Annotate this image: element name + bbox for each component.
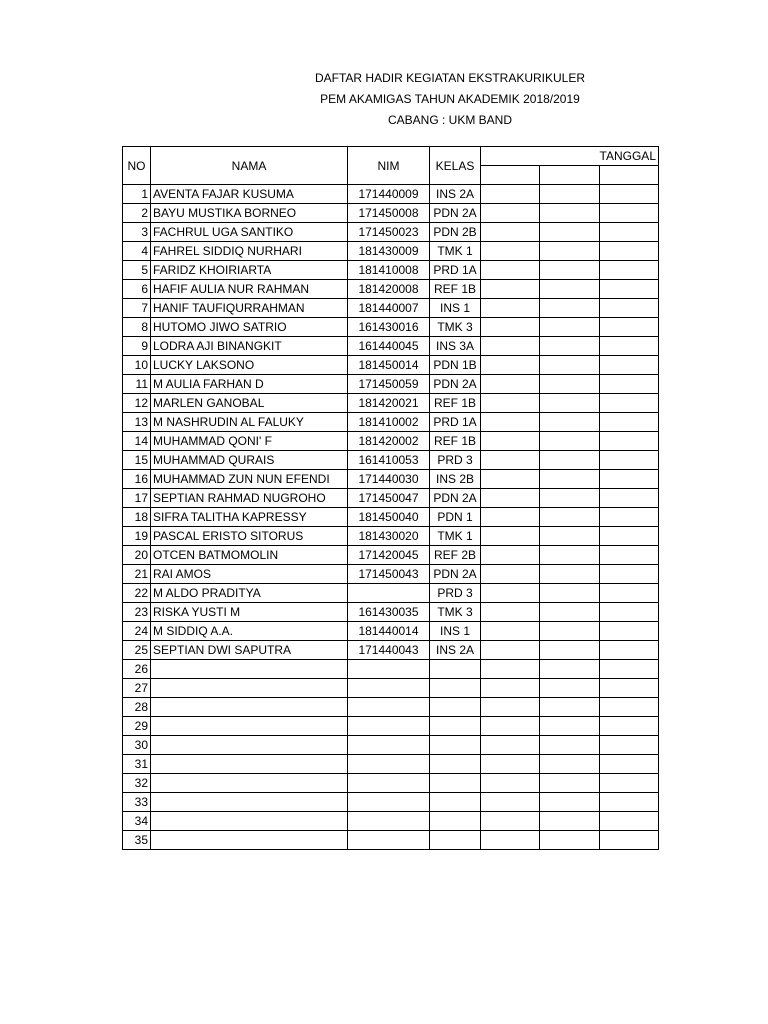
row-nim	[348, 793, 430, 812]
row-no: 4	[123, 242, 151, 261]
row-nama	[151, 774, 348, 793]
table-row	[123, 375, 659, 394]
row-nim: 171450023	[348, 223, 430, 242]
attendance-cell	[600, 584, 659, 603]
attendance-cell	[600, 337, 659, 356]
row-kelas	[430, 755, 481, 774]
table-row	[123, 223, 659, 242]
row-kelas: TMK 1	[430, 242, 481, 261]
attendance-cell	[481, 774, 540, 793]
attendance-cell	[481, 223, 540, 242]
row-no: 16	[123, 470, 151, 489]
row-kelas	[430, 736, 481, 755]
table-row	[123, 356, 659, 375]
row-nama: M NASHRUDIN AL FALUKY	[151, 413, 348, 432]
row-nama: LUCKY LAKSONO	[151, 356, 348, 375]
attendance-cell	[600, 299, 659, 318]
table-row	[123, 736, 659, 755]
attendance-cell	[481, 546, 540, 565]
title-line-1: DAFTAR HADIR KEGIATAN EKSTRAKURIKULER	[314, 71, 586, 85]
date-cell-1	[481, 166, 540, 185]
row-nim	[348, 831, 430, 850]
attendance-cell	[540, 546, 600, 565]
row-nim: 171440030	[348, 470, 430, 489]
attendance-cell	[600, 223, 659, 242]
attendance-cell	[540, 698, 600, 717]
row-kelas: INS 1	[430, 622, 481, 641]
row-no: 8	[123, 318, 151, 337]
attendance-cell	[600, 508, 659, 527]
row-kelas: TMK 1	[430, 527, 481, 546]
row-nim	[348, 755, 430, 774]
row-nim: 171450043	[348, 565, 430, 584]
attendance-cell	[481, 793, 540, 812]
attendance-cell	[600, 261, 659, 280]
attendance-cell	[600, 622, 659, 641]
table-row	[123, 565, 659, 584]
attendance-cell	[481, 299, 540, 318]
row-nim: 181410002	[348, 413, 430, 432]
attendance-cell	[540, 261, 600, 280]
row-nama: PASCAL ERISTO SITORUS	[151, 527, 348, 546]
attendance-cell	[481, 679, 540, 698]
table-row	[123, 812, 659, 831]
row-no: 20	[123, 546, 151, 565]
attendance-cell	[540, 280, 600, 299]
row-nama: MUHAMMAD QONI' F	[151, 432, 348, 451]
row-nama: SEPTIAN RAHMAD NUGROHO	[151, 489, 348, 508]
row-no: 9	[123, 337, 151, 356]
attendance-cell	[481, 622, 540, 641]
row-nim: 161410053	[348, 451, 430, 470]
row-nim	[348, 717, 430, 736]
row-nim: 171440009	[348, 185, 430, 204]
row-kelas: INS 2B	[430, 470, 481, 489]
row-no: 10	[123, 356, 151, 375]
attendance-cell	[540, 394, 600, 413]
table-row	[123, 204, 659, 223]
row-no: 13	[123, 413, 151, 432]
attendance-cell	[540, 812, 600, 831]
table-row	[123, 185, 659, 204]
row-kelas: PDN 2A	[430, 565, 481, 584]
document-title	[0, 68, 768, 131]
attendance-cell	[540, 755, 600, 774]
table-row	[123, 451, 659, 470]
row-nama: FARIDZ KHOIRIARTA	[151, 261, 348, 280]
attendance-cell	[540, 736, 600, 755]
table-row	[123, 641, 659, 660]
table-row	[123, 337, 659, 356]
attendance-cell	[540, 717, 600, 736]
row-kelas	[430, 660, 481, 679]
table-row	[123, 698, 659, 717]
row-no: 35	[123, 831, 151, 850]
row-kelas: INS 3A	[430, 337, 481, 356]
attendance-cell	[481, 831, 540, 850]
attendance-cell	[481, 717, 540, 736]
attendance-cell	[600, 527, 659, 546]
attendance-cell	[540, 774, 600, 793]
table-row	[123, 394, 659, 413]
attendance-cell	[540, 299, 600, 318]
row-no: 12	[123, 394, 151, 413]
attendance-cell	[481, 356, 540, 375]
attendance-cell	[600, 736, 659, 755]
attendance-cell	[540, 565, 600, 584]
attendance-cell	[600, 356, 659, 375]
attendance-cell	[600, 755, 659, 774]
row-nim: 181430020	[348, 527, 430, 546]
attendance-cell	[540, 413, 600, 432]
row-nim: 171440043	[348, 641, 430, 660]
row-kelas	[430, 679, 481, 698]
row-nim	[348, 774, 430, 793]
table-row	[123, 584, 659, 603]
row-kelas: REF 1B	[430, 280, 481, 299]
date-cell-2	[540, 166, 600, 185]
row-kelas	[430, 717, 481, 736]
attendance-cell	[600, 413, 659, 432]
row-nim: 181430009	[348, 242, 430, 261]
row-kelas	[430, 698, 481, 717]
attendance-cell	[481, 603, 540, 622]
row-no: 23	[123, 603, 151, 622]
table-row	[123, 413, 659, 432]
table-row	[123, 603, 659, 622]
col-header-tanggal: TANGGAL	[481, 147, 659, 166]
row-no: 33	[123, 793, 151, 812]
row-kelas: INS 2A	[430, 641, 481, 660]
attendance-cell	[540, 679, 600, 698]
row-kelas	[430, 812, 481, 831]
attendance-cell	[600, 242, 659, 261]
row-nim: 161440045	[348, 337, 430, 356]
row-nama: LODRA AJI BINANGKIT	[151, 337, 348, 356]
attendance-cell	[481, 451, 540, 470]
row-kelas: PRD 3	[430, 451, 481, 470]
attendance-cell	[540, 603, 600, 622]
attendance-cell	[540, 660, 600, 679]
row-nama: M AULIA FARHAN D	[151, 375, 348, 394]
row-no: 34	[123, 812, 151, 831]
title-line-2: PEM AKAMIGAS TAHUN AKADEMIK 2018/2019	[320, 92, 580, 106]
attendance-cell	[481, 508, 540, 527]
attendance-cell	[540, 204, 600, 223]
attendance-cell	[540, 793, 600, 812]
row-nim	[348, 679, 430, 698]
row-nama: HAFIF AULIA NUR RAHMAN	[151, 280, 348, 299]
row-no: 2	[123, 204, 151, 223]
row-nim: 181450040	[348, 508, 430, 527]
row-nim: 181440007	[348, 299, 430, 318]
row-kelas: TMK 3	[430, 603, 481, 622]
attendance-cell	[600, 679, 659, 698]
attendance-cell	[481, 375, 540, 394]
table-row	[123, 546, 659, 565]
attendance-cell	[540, 432, 600, 451]
row-kelas	[430, 774, 481, 793]
attendance-cell	[540, 527, 600, 546]
attendance-cell	[600, 717, 659, 736]
attendance-cell	[540, 641, 600, 660]
col-header-nama: NAMA	[151, 147, 348, 185]
row-no: 14	[123, 432, 151, 451]
table-row	[123, 318, 659, 337]
attendance-cell	[540, 622, 600, 641]
row-no: 22	[123, 584, 151, 603]
row-nim: 181420002	[348, 432, 430, 451]
row-nim	[348, 736, 430, 755]
row-kelas: PDN 1	[430, 508, 481, 527]
row-nama: MARLEN GANOBAL	[151, 394, 348, 413]
attendance-cell	[481, 185, 540, 204]
row-no: 24	[123, 622, 151, 641]
row-nama	[151, 679, 348, 698]
row-nama: HUTOMO JIWO SATRIO	[151, 318, 348, 337]
row-no: 25	[123, 641, 151, 660]
attendance-cell	[600, 394, 659, 413]
attendance-cell	[600, 280, 659, 299]
row-nama	[151, 736, 348, 755]
attendance-cell	[481, 242, 540, 261]
row-nama: AVENTA FAJAR KUSUMA	[151, 185, 348, 204]
row-no: 30	[123, 736, 151, 755]
row-kelas: PDN 1B	[430, 356, 481, 375]
row-nama: RISKA YUSTI M	[151, 603, 348, 622]
attendance-cell	[600, 185, 659, 204]
attendance-cell	[600, 470, 659, 489]
attendance-cell	[481, 641, 540, 660]
row-kelas: PRD 1A	[430, 413, 481, 432]
table-row	[123, 299, 659, 318]
attendance-cell	[481, 527, 540, 546]
attendance-cell	[540, 242, 600, 261]
attendance-cell	[540, 584, 600, 603]
table-row	[123, 527, 659, 546]
attendance-cell	[600, 603, 659, 622]
col-header-no: NO	[123, 147, 151, 185]
row-kelas: PDN 2A	[430, 489, 481, 508]
table-row	[123, 242, 659, 261]
row-nim: 171450008	[348, 204, 430, 223]
attendance-cell	[600, 375, 659, 394]
row-kelas	[430, 831, 481, 850]
title-line-3: CABANG : UKM BAND	[387, 113, 513, 127]
row-no: 19	[123, 527, 151, 546]
attendance-cell	[540, 223, 600, 242]
row-no: 1	[123, 185, 151, 204]
attendance-cell	[600, 546, 659, 565]
attendance-cell	[540, 375, 600, 394]
attendance-table-body	[123, 147, 659, 850]
attendance-cell	[540, 318, 600, 337]
date-cell-3	[600, 166, 659, 185]
table-row	[123, 261, 659, 280]
header-row-top	[123, 147, 659, 166]
attendance-cell	[481, 489, 540, 508]
table-row	[123, 470, 659, 489]
attendance-cell	[600, 660, 659, 679]
row-nim	[348, 698, 430, 717]
row-nama: HANIF TAUFIQURRAHMAN	[151, 299, 348, 318]
attendance-cell	[540, 356, 600, 375]
row-nama	[151, 660, 348, 679]
attendance-cell	[600, 204, 659, 223]
attendance-cell	[540, 508, 600, 527]
attendance-cell	[540, 470, 600, 489]
row-nim: 161430016	[348, 318, 430, 337]
row-nim: 181420021	[348, 394, 430, 413]
row-kelas: PRD 1A	[430, 261, 481, 280]
row-nim	[348, 660, 430, 679]
row-no: 6	[123, 280, 151, 299]
row-no: 28	[123, 698, 151, 717]
row-nim: 181420008	[348, 280, 430, 299]
row-no: 26	[123, 660, 151, 679]
row-nama: SEPTIAN DWI SAPUTRA	[151, 641, 348, 660]
attendance-cell	[600, 774, 659, 793]
col-header-kelas: KELAS	[430, 147, 481, 185]
attendance-cell	[481, 337, 540, 356]
row-nama: FACHRUL UGA SANTIKO	[151, 223, 348, 242]
row-no: 5	[123, 261, 151, 280]
row-nama: MUHAMMAD ZUN NUN EFENDI	[151, 470, 348, 489]
row-kelas: REF 2B	[430, 546, 481, 565]
attendance-cell	[481, 470, 540, 489]
table-row	[123, 774, 659, 793]
row-nim: 181440014	[348, 622, 430, 641]
row-no: 7	[123, 299, 151, 318]
attendance-cell	[540, 489, 600, 508]
table-row	[123, 717, 659, 736]
row-nama: M SIDDIQ A.A.	[151, 622, 348, 641]
attendance-cell	[481, 318, 540, 337]
attendance-cell	[600, 793, 659, 812]
attendance-cell	[481, 584, 540, 603]
row-nama: M ALDO PRADITYA	[151, 584, 348, 603]
row-nim: 181450014	[348, 356, 430, 375]
attendance-cell	[481, 755, 540, 774]
row-nama: MUHAMMAD QURAIS	[151, 451, 348, 470]
attendance-cell	[600, 698, 659, 717]
col-header-nim: NIM	[348, 147, 430, 185]
attendance-cell	[481, 204, 540, 223]
row-no: 27	[123, 679, 151, 698]
row-no: 3	[123, 223, 151, 242]
table-row	[123, 508, 659, 527]
table-row	[123, 489, 659, 508]
attendance-cell	[481, 565, 540, 584]
table-row	[123, 432, 659, 451]
row-nim	[348, 584, 430, 603]
row-nama	[151, 698, 348, 717]
attendance-cell	[600, 641, 659, 660]
row-kelas: PDN 2A	[430, 204, 481, 223]
row-kelas: PDN 2A	[430, 375, 481, 394]
row-nama	[151, 831, 348, 850]
attendance-cell	[540, 831, 600, 850]
table-row	[123, 622, 659, 641]
row-kelas: INS 2A	[430, 185, 481, 204]
table-row	[123, 679, 659, 698]
row-kelas	[430, 793, 481, 812]
table-row	[123, 831, 659, 850]
row-nama: OTCEN BATMOMOLIN	[151, 546, 348, 565]
row-kelas: REF 1B	[430, 394, 481, 413]
attendance-cell	[481, 261, 540, 280]
row-nim: 171450059	[348, 375, 430, 394]
attendance-cell	[481, 812, 540, 831]
attendance-cell	[600, 565, 659, 584]
row-kelas: INS 1	[430, 299, 481, 318]
row-nama	[151, 717, 348, 736]
row-nim: 171420045	[348, 546, 430, 565]
attendance-cell	[481, 736, 540, 755]
attendance-cell	[600, 831, 659, 850]
row-no: 31	[123, 755, 151, 774]
attendance-cell	[600, 489, 659, 508]
row-nama	[151, 812, 348, 831]
row-no: 15	[123, 451, 151, 470]
attendance-cell	[540, 337, 600, 356]
attendance-cell	[481, 660, 540, 679]
table-row	[123, 793, 659, 812]
attendance-cell	[481, 413, 540, 432]
table-row	[123, 755, 659, 774]
row-nama	[151, 793, 348, 812]
table-row	[123, 280, 659, 299]
row-nama: RAI AMOS	[151, 565, 348, 584]
attendance-cell	[600, 812, 659, 831]
attendance-cell	[600, 318, 659, 337]
row-nama	[151, 755, 348, 774]
row-no: 17	[123, 489, 151, 508]
row-no: 11	[123, 375, 151, 394]
row-nim: 161430035	[348, 603, 430, 622]
attendance-cell	[481, 280, 540, 299]
row-nim: 181410008	[348, 261, 430, 280]
row-no: 29	[123, 717, 151, 736]
attendance-cell	[540, 451, 600, 470]
attendance-cell	[600, 432, 659, 451]
attendance-cell	[481, 432, 540, 451]
row-nama: BAYU MUSTIKA BORNEO	[151, 204, 348, 223]
attendance-cell	[600, 451, 659, 470]
row-nama: FAHREL SIDDIQ NURHARI	[151, 242, 348, 261]
row-nim: 171450047	[348, 489, 430, 508]
table-row	[123, 660, 659, 679]
row-kelas: REF 1B	[430, 432, 481, 451]
attendance-cell	[481, 698, 540, 717]
row-no: 32	[123, 774, 151, 793]
attendance-table	[122, 146, 659, 850]
attendance-cell	[481, 394, 540, 413]
row-nama: SIFRA TALITHA KAPRESSY	[151, 508, 348, 527]
row-kelas: PDN 2B	[430, 223, 481, 242]
attendance-cell	[540, 185, 600, 204]
row-nim	[348, 812, 430, 831]
row-kelas: TMK 3	[430, 318, 481, 337]
row-no: 18	[123, 508, 151, 527]
row-kelas: PRD 3	[430, 584, 481, 603]
row-no: 21	[123, 565, 151, 584]
